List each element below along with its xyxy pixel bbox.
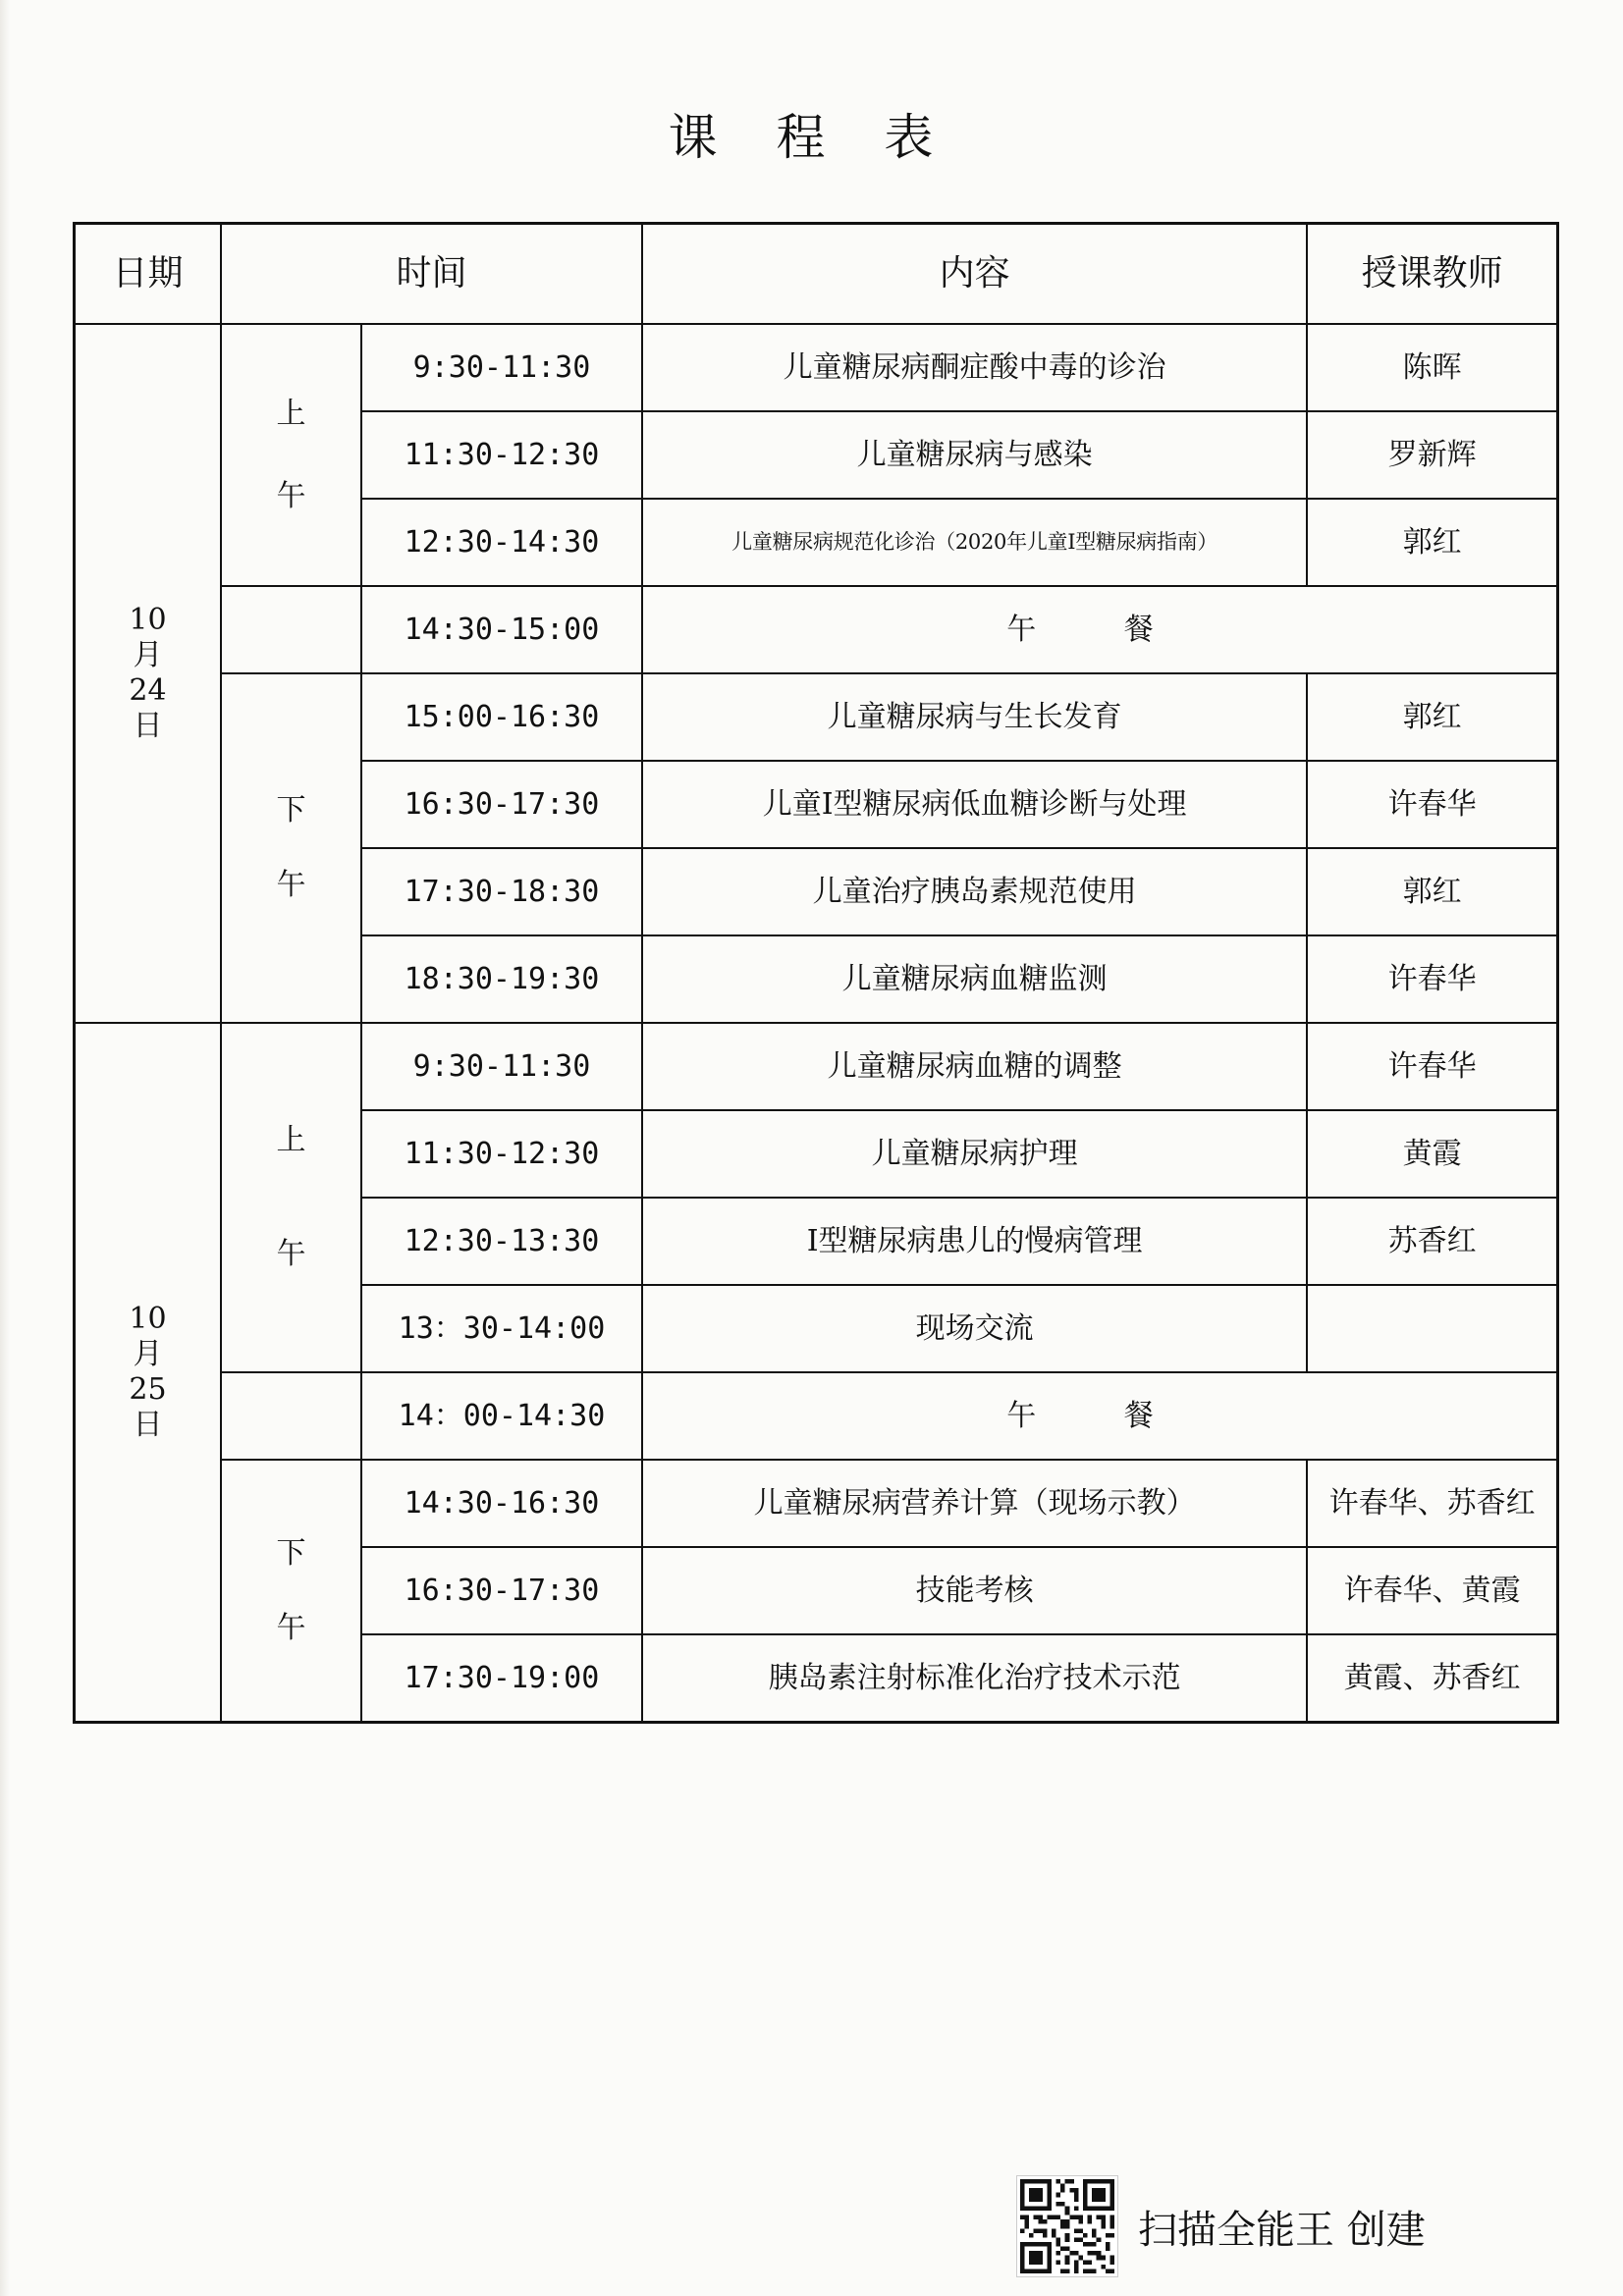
time-cell: 16:30-17:30 <box>361 761 642 848</box>
time-cell: 16:30-17:30 <box>361 1547 642 1634</box>
teacher-cell: 许春华 <box>1307 1023 1557 1110</box>
time-cell: 9:30-11:30 <box>361 324 642 411</box>
content-cell: 现场交流 <box>642 1285 1307 1372</box>
table-row <box>75 1023 1558 1110</box>
header-teacher: 授课教师 <box>1307 224 1557 325</box>
page-title: 课 程 表 <box>668 109 955 166</box>
table-row <box>75 673 1558 761</box>
period-morning: 上 午 <box>221 1023 361 1372</box>
header-time: 时间 <box>221 224 642 325</box>
content-cell: 儿童糖尿病营养计算（现场示教） <box>642 1460 1307 1547</box>
time-cell: 14：00-14:30 <box>361 1372 642 1460</box>
content-cell: 技能考核 <box>642 1547 1307 1634</box>
time-cell: 15:00-16:30 <box>361 673 642 761</box>
content-cell: 儿童糖尿病酮症酸中毒的诊治 <box>642 324 1307 411</box>
time-cell: 14:30-15:00 <box>361 586 642 673</box>
teacher-cell: 许春华 <box>1307 761 1557 848</box>
content-cell: 儿童治疗胰岛素规范使用 <box>642 848 1307 935</box>
content-cell: 儿童Ⅰ型糖尿病低血糖诊断与处理 <box>642 761 1307 848</box>
lunch-period-blank <box>221 586 361 673</box>
time-cell: 17:30-18:30 <box>361 848 642 935</box>
content-cell: 儿童糖尿病血糖监测 <box>642 935 1307 1023</box>
time-cell: 9:30-11:30 <box>361 1023 642 1110</box>
date-cell: 10 月 24 日 <box>75 324 222 1023</box>
time-cell: 11:30-12:30 <box>361 1110 642 1198</box>
header-content: 内容 <box>642 224 1307 325</box>
lunch-period-blank <box>221 1372 361 1460</box>
time-cell: 14:30-16:30 <box>361 1460 642 1547</box>
table-row <box>75 1460 1558 1547</box>
time-cell: 17:30-19:00 <box>361 1634 642 1723</box>
teacher-cell: 陈晖 <box>1307 324 1557 411</box>
content-cell: 儿童糖尿病血糖的调整 <box>642 1023 1307 1110</box>
lunch-row <box>75 1372 1558 1460</box>
schedule-table <box>73 222 1559 1724</box>
time-cell: 13：30-14:00 <box>361 1285 642 1372</box>
period-afternoon: 下 午 <box>221 1460 361 1723</box>
lunch-label: 午 餐 <box>642 586 1558 673</box>
scanner-watermark-text: 扫描全能王 创建 <box>1138 2207 1426 2253</box>
teacher-cell: 郭红 <box>1307 499 1557 586</box>
period-morning: 上 午 <box>221 324 361 586</box>
lunch-label: 午 餐 <box>642 1372 1558 1460</box>
content-cell: Ⅰ型糖尿病患儿的慢病管理 <box>642 1198 1307 1285</box>
content-cell: 胰岛素注射标准化治疗技术示范 <box>642 1634 1307 1723</box>
teacher-cell: 郭红 <box>1307 848 1557 935</box>
content-cell: 儿童糖尿病与感染 <box>642 411 1307 499</box>
content-cell: 儿童糖尿病与生长发育 <box>642 673 1307 761</box>
lunch-row <box>75 586 1558 673</box>
table-header-row <box>75 224 1558 325</box>
scanner-watermark <box>1016 2172 1426 2280</box>
time-cell: 12:30-13:30 <box>361 1198 642 1285</box>
content-cell: 儿童糖尿病护理 <box>642 1110 1307 1198</box>
period-afternoon: 下 午 <box>221 673 361 1023</box>
time-cell: 11:30-12:30 <box>361 411 642 499</box>
teacher-cell: 罗新辉 <box>1307 411 1557 499</box>
teacher-cell: 黄霞、苏香红 <box>1307 1634 1557 1723</box>
teacher-cell: 许春华、黄霞 <box>1307 1547 1557 1634</box>
teacher-cell: 郭红 <box>1307 673 1557 761</box>
teacher-cell: 黄霞 <box>1307 1110 1557 1198</box>
teacher-cell: 许春华 <box>1307 935 1557 1023</box>
date-cell: 10 月 25 日 <box>75 1023 222 1723</box>
teacher-cell <box>1307 1285 1557 1372</box>
scan-edge-shadow <box>0 0 10 2296</box>
time-cell: 12:30-14:30 <box>361 499 642 586</box>
qr-code-icon <box>1016 2175 1118 2277</box>
content-cell: 儿童糖尿病规范化诊治（2020年儿童I型糖尿病指南） <box>642 499 1307 586</box>
teacher-cell: 苏香红 <box>1307 1198 1557 1285</box>
header-date: 日期 <box>75 224 222 325</box>
time-cell: 18:30-19:30 <box>361 935 642 1023</box>
teacher-cell: 许春华、苏香红 <box>1307 1460 1557 1547</box>
table-row <box>75 324 1558 411</box>
